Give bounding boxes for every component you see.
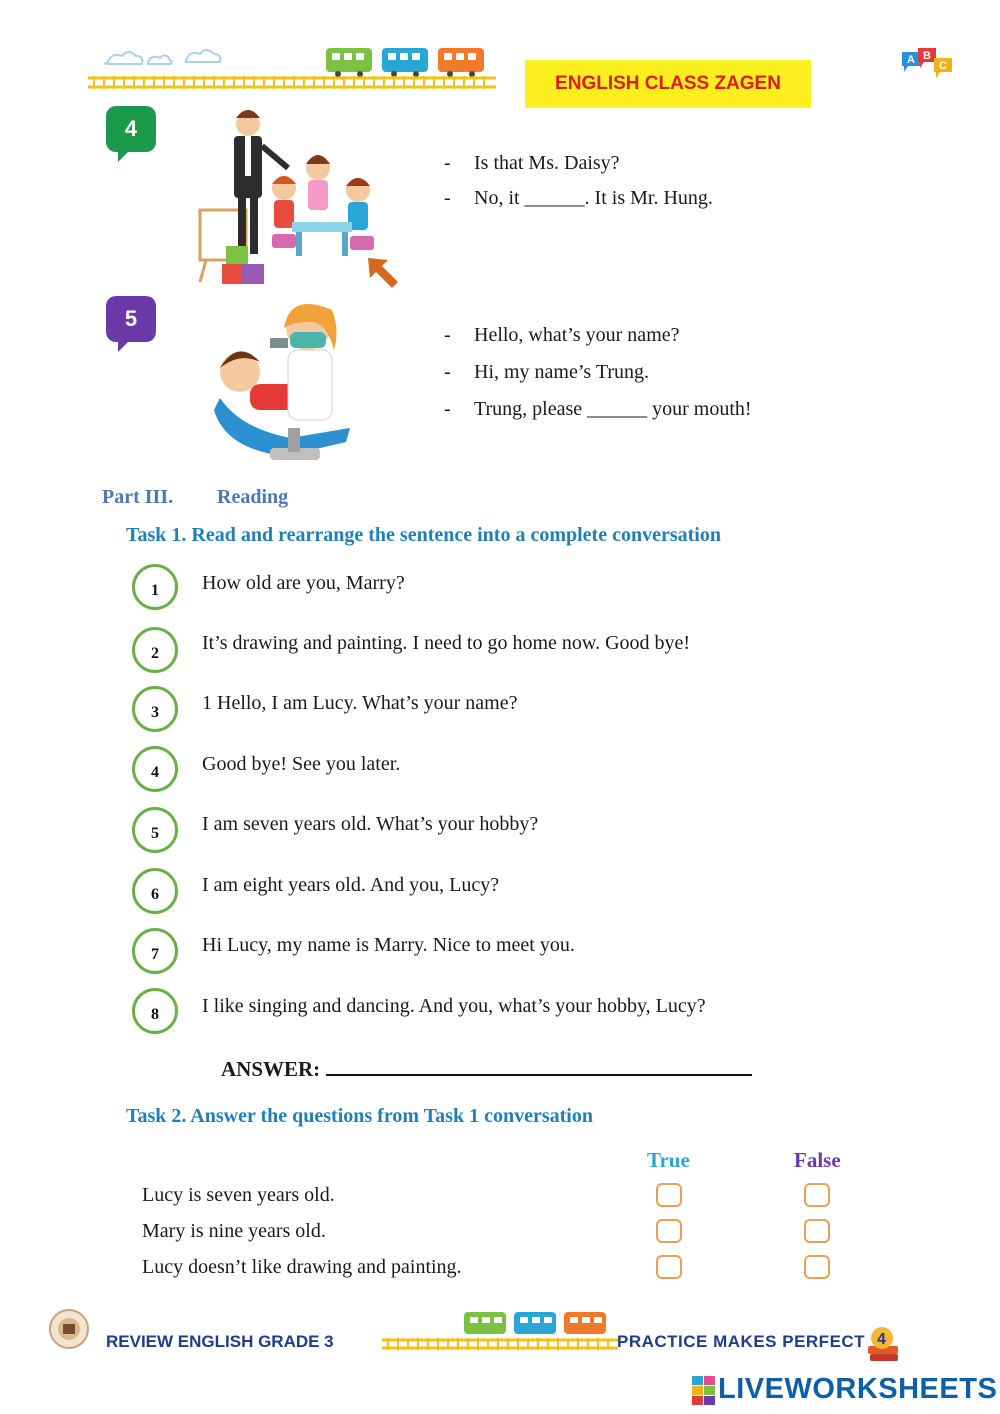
dialog-line [444,152,964,175]
page-number: 4 [877,1331,886,1348]
item-number-circle [132,627,178,673]
footer-motto: PRACTICE MAKES PERFECT [617,1332,866,1351]
abc-letter-a: A [907,54,915,66]
liveworksheets-logo-icon [692,1376,716,1406]
false-checkbox[interactable] [804,1255,830,1279]
statement-text: Lucy doesn’t like drawing and painting. [142,1256,462,1278]
item-number-circle [132,564,178,610]
exercise-4-badge [106,106,156,152]
header-decoration [88,40,498,94]
dialog-dash: - [444,324,451,346]
item-sentence: It’s drawing and painting. I need to go home now. Good bye! [202,632,691,654]
dialog-line [444,398,964,421]
dialog-dash: - [444,361,451,383]
dialog-text: Is that Ms. Daisy? [474,152,620,174]
exercise-5-badge [106,296,156,342]
dialog-text: No, it ______. It is Mr. Hung. [474,187,713,209]
exercise-4-dialog [444,152,964,210]
item-number-circle [132,807,178,853]
item-number: 4 [151,764,159,781]
item-number: 8 [151,1006,159,1023]
answer-row [221,1054,752,1082]
exercise-5-dialog [444,324,964,421]
footer-train-decoration [382,1308,618,1354]
true-checkbox[interactable] [656,1255,682,1279]
item-number: 1 [151,582,159,599]
dialog-text: Trung, please ______ your mouth! [474,398,752,420]
item-number-circle [132,868,178,914]
statement-text: Lucy is seven years old. [142,1184,335,1206]
exercise-4-number: 4 [124,116,138,141]
statement-text: Mary is nine years old. [142,1220,326,1242]
task-1-title: Task 1. Read and rearrange the sentence into a complete conversation [126,524,721,546]
item-sentence: I like singing and dancing. And you, what’s your hobby, Lucy? [202,995,706,1017]
false-column-header: False [794,1148,841,1172]
exercise-5-number: 5 [124,306,138,331]
page-number-badge [864,1326,902,1364]
abc-letter-c: C [939,60,947,72]
item-number-circle [132,746,178,792]
item-number: 5 [151,825,159,842]
item-number: 6 [151,886,159,903]
item-sentence: 1 Hello, I am Lucy. What’s your name? [202,692,518,714]
answer-label: ANSWER: [221,1057,321,1081]
class-name-banner: ENGLISH CLASS ZAGEN [525,60,811,108]
dialog-text: Hi, my name’s Trung. [474,361,650,383]
school-logo-icon [48,1308,90,1350]
dialog-dash: - [444,187,451,209]
item-sentence: How old are you, Marry? [202,572,405,594]
liveworksheets-brand[interactable]: LIVEWORKSHEETS [718,1373,998,1405]
abc-blocks-icon [898,46,958,86]
item-number: 2 [151,645,159,662]
true-checkbox[interactable] [656,1183,682,1207]
footer-course-title: REVIEW ENGLISH GRADE 3 [106,1332,334,1351]
item-number: 3 [151,704,159,721]
dialog-dash: - [444,152,451,174]
item-number: 7 [151,946,159,963]
item-number-circle [132,686,178,732]
dentist-illustration [210,298,360,468]
answer-blank-field[interactable] [326,1054,752,1076]
dialog-dash: - [444,398,451,420]
true-checkbox[interactable] [656,1219,682,1243]
false-checkbox[interactable] [804,1219,830,1243]
task-2-title: Task 2. Answer the questions from Task 1 conversation [126,1105,593,1127]
true-column-header: True [647,1148,690,1172]
abc-letter-b: B [923,50,931,62]
item-number-circle [132,988,178,1034]
item-sentence: Good bye! See you later. [202,753,401,775]
item-sentence: Hi Lucy, my name is Marry. Nice to meet you. [202,934,575,956]
item-number-circle [132,928,178,974]
dialog-text: Hello, what’s your name? [474,324,680,346]
item-sentence: I am eight years old. And you, Lucy? [202,874,500,896]
part-3-title: Reading [217,486,289,508]
false-checkbox[interactable] [804,1183,830,1207]
dialog-line [444,324,964,347]
pointer-arrow-icon [362,252,402,292]
dialog-line [444,361,964,384]
dialog-line [444,187,964,210]
item-sentence: I am seven years old. What’s your hobby? [202,813,539,835]
part-3-label: Part III. [102,486,174,508]
